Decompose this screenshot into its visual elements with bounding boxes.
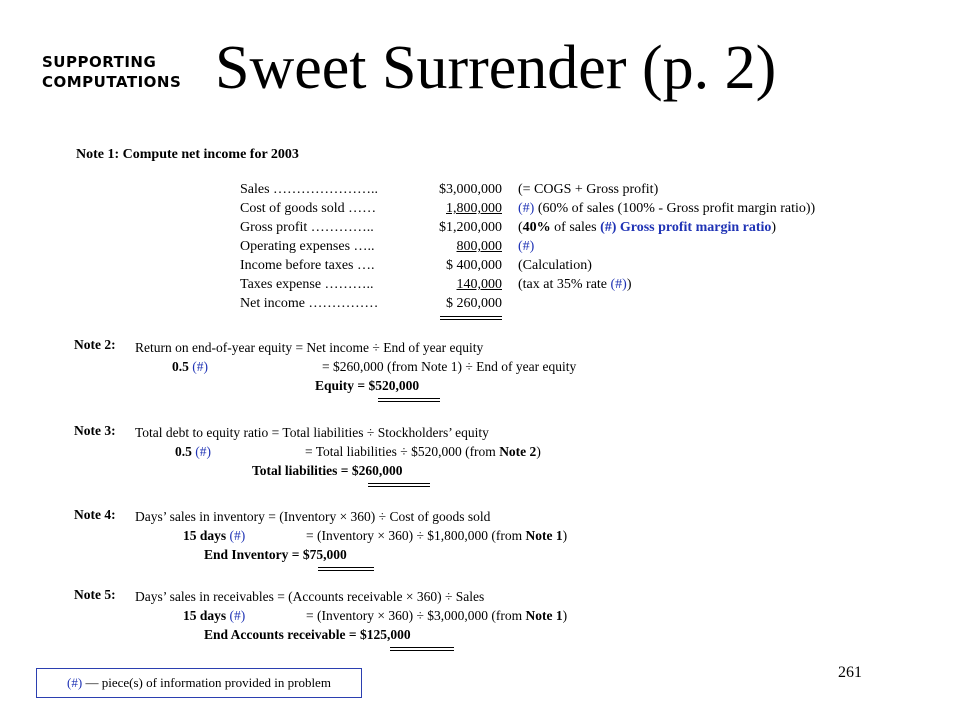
row-opex-comment [518, 239, 534, 255]
note4-substitution-rhs: = (Inventory × 360) ÷ $1,800,000 (from Note 1) [306, 528, 568, 543]
note3-result: Total liabilities = $260,000 [252, 463, 403, 478]
note2-substitution: 0.5 (#) [172, 359, 208, 374]
note4-result: End Inventory = $75,000 [204, 547, 347, 562]
info-marker: (#) [192, 359, 208, 374]
row-sales-comment: (= COGS + Gross profit) [518, 182, 659, 197]
row-gross-profit-label: Gross profit ………….. [240, 220, 374, 235]
info-marker: (#) [610, 277, 627, 292]
note3-substitution: 0.5 (#) [175, 444, 211, 459]
note5-substitution-rhs: = (Inventory × 360) ÷ $3,000,000 (from Note 1) [306, 608, 568, 623]
row-tax-comment: (tax at 35% rate (#)) [518, 277, 632, 292]
row-cogs-comment: (#) (60% of sales (100% - Gross profit margin ratio)) [518, 201, 816, 216]
row-tax-label: Taxes expense ……….. [240, 277, 374, 292]
section-tag-line1: SUPPORTING [42, 53, 157, 71]
info-marker: (#) [229, 528, 246, 543]
legend-text: — piece(s) of information provided in problem [82, 675, 331, 690]
info-marker: (#) [518, 239, 535, 254]
note5-double-underline [390, 647, 454, 651]
section-tag-line2: COMPUTATIONS [42, 73, 182, 91]
note2-double-underline [378, 398, 440, 402]
row-tax-value: 140,000 [456, 277, 502, 292]
info-marker: (#) [67, 675, 83, 690]
row-gross-profit-comment: (40% of sales (#) Gross profit margin ratio) [518, 220, 777, 235]
row-cogs-label: Cost of goods sold …… [240, 201, 377, 216]
note2-formula: Return on end-of-year equity = Net income ÷ End of year equity [135, 340, 484, 355]
note2-result: Equity = $520,000 [315, 378, 420, 393]
note1-heading: Note 1: Compute net income for 2003 [76, 147, 299, 162]
note4-double-underline [318, 567, 374, 571]
page-title: Sweet Surrender (p. 2) [215, 34, 777, 102]
row-cogs-value: 1,800,000 [446, 201, 502, 216]
info-marker: (#) [195, 444, 211, 459]
note3-double-underline [368, 483, 430, 487]
row-ibt-value: $ 400,000 [446, 258, 502, 273]
legend-box [36, 668, 362, 698]
row-ibt-comment: (Calculation) [518, 258, 592, 273]
row-ibt-label: Income before taxes …. [240, 258, 375, 273]
note2-substitution-rhs: = $260,000 (from Note 1) ÷ End of year equity [322, 359, 577, 374]
info-marker: (#) [229, 608, 246, 623]
page-number: 261 [838, 664, 862, 681]
note3-substitution-rhs: = Total liabilities ÷ $520,000 (from Note 2) [305, 444, 541, 459]
row-opex-value: 800,000 [456, 239, 502, 254]
note5-formula: Days’ sales in receivables = (Accounts receivable × 360) ÷ Sales [135, 589, 485, 604]
info-marker: (#) [518, 201, 535, 216]
note4-formula: Days’ sales in inventory = (Inventory × 360) ÷ Cost of goods sold [135, 509, 491, 524]
note4-label: Note 4: [74, 507, 116, 522]
note5-label: Note 5: [74, 587, 116, 602]
note4-substitution: 15 days (#) [183, 528, 246, 543]
row-opex-label: Operating expenses ….. [240, 239, 375, 254]
note3-label: Note 3: [74, 423, 116, 438]
note5-result: End Accounts receivable = $125,000 [204, 627, 411, 642]
section-tag [42, 52, 181, 92]
note5-substitution: 15 days (#) [183, 608, 246, 623]
row-sales-value: $3,000,000 [439, 182, 502, 197]
note2-label: Note 2: [74, 337, 116, 352]
row-net-income-label: Net income …………… [240, 296, 379, 311]
net-income-double-underline [440, 316, 502, 320]
row-gross-profit-value: $1,200,000 [439, 220, 502, 235]
row-sales-label: Sales ………………….. [240, 182, 379, 197]
note3-formula: Total debt to equity ratio = Total liabilities ÷ Stockholders’ equity [135, 425, 489, 440]
row-net-income-value: $ 260,000 [446, 296, 502, 311]
